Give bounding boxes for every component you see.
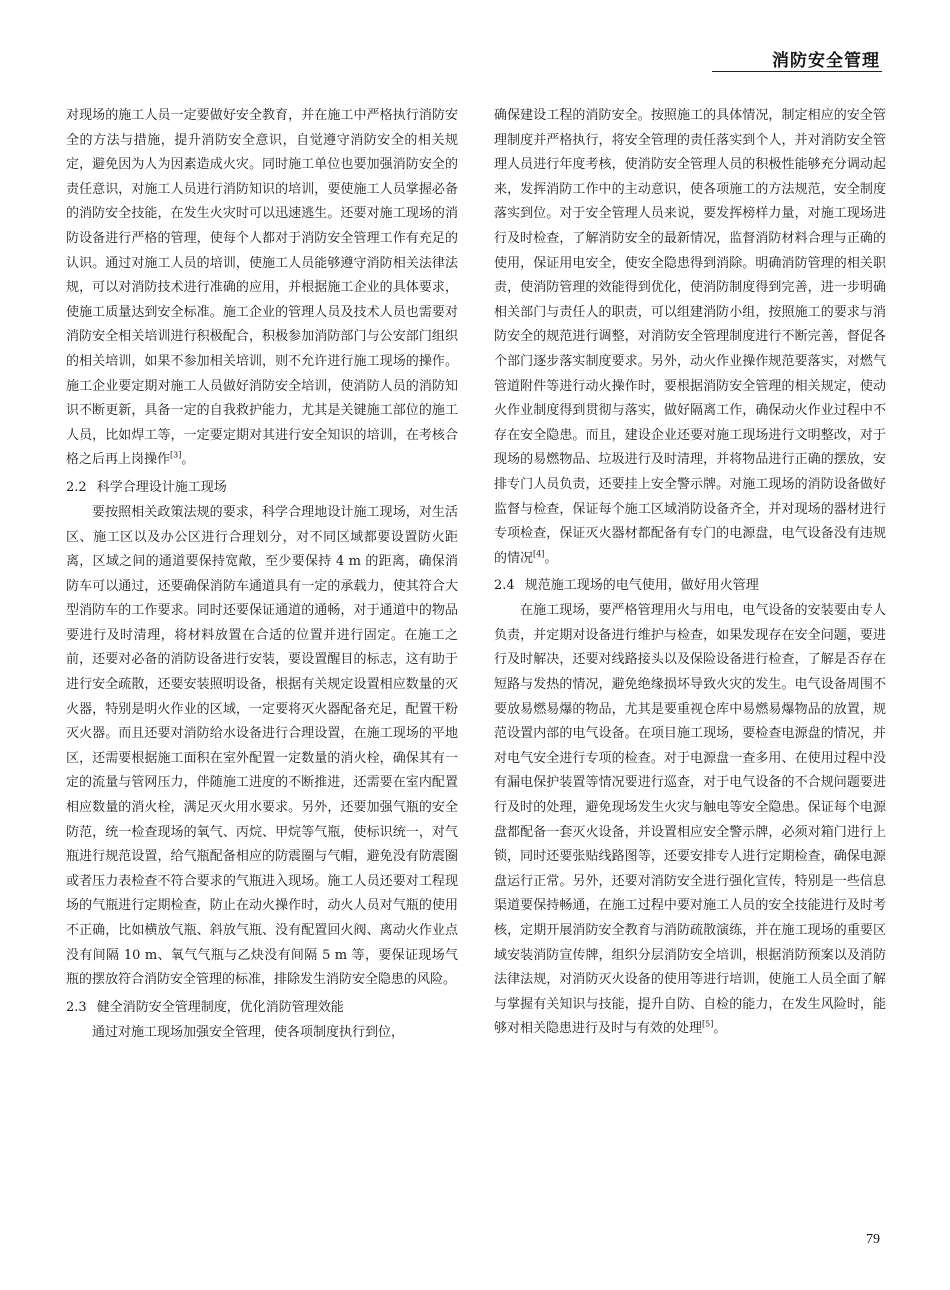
section-title: 健全消防安全管理制度，优化消防管理效能 (96, 999, 344, 1015)
section-heading-2-3 (66, 995, 458, 1021)
section-number: 2.4 (494, 578, 515, 594)
left-paragraph-3: 通过对施工现场加强安全管理，使各项制度执行到位， (92, 1024, 405, 1040)
left-column (66, 104, 458, 1045)
section-title: 规范施工现场的电气使用，做好用火管理 (524, 578, 759, 594)
section-heading-2-4 (494, 573, 886, 599)
citation-3: [3] (170, 450, 182, 460)
citation-4: [4] (533, 549, 545, 559)
section-number: 2.3 (66, 999, 87, 1015)
header-rule (712, 71, 882, 72)
right-column (494, 104, 886, 1042)
section-heading-2-2 (66, 475, 458, 501)
section-title: 科学合理设计施工现场 (96, 479, 227, 495)
section-number: 2.2 (66, 479, 87, 495)
left-paragraph-1: 对现场的施工人员一定要做好安全教育，并在施工中严格执行消防安全的方法与措施，提升消防安全意识，自觉遵守消防安全的相关规定，避免因为人为因素造成火灾。同时施工单位也要加强消防安全的责任意识，对施工人员进行消防知识的培训，要使施工人员掌握必备的消防安全技能，在发生火灾时可以迅速逃生。还要对施工现场的消防设备进行严格的管理，使每个人都对于消防安全管理工作有充足的认识。通过对施工人员的培训，使施工人员能够遵守消防相关法律法规，可以对消防技术进行准确的应用，并根据施工企业的具体要求，使施工质量达到安全标准。施工企业的管理人员及技术人员也需要对消防安全相关培训进行积极配合，积极参加消防部门与公安部门组织的相关培训，如果不参加相关培训，则不允许进行施工现场的操作。施工企业要定期对施工人员做好消防安全培训，使消防人员的消防知识不断更新，具备一定的自我救护能力，尤其是关键施工部位的施工人员，比如焊工等，一定要定期对其进行安全知识的培训，在考核合格之后再上岗操作[3]。 (66, 108, 458, 468)
journal-section-title: 消防安全管理 (772, 51, 880, 71)
citation-5: [5] (702, 1020, 714, 1030)
right-paragraph-1: 确保建设工程的消防安全。按照施工的具体情况，制定相应的安全管理制度并严格执行，将安全管理的责任落实到个人，并对消防安全管理人员进行年度考核，使消防安全管理人员的积极性能够充分调动起来，发挥消防工作中的主动意识，使各项施工的方法规范，安全制度落实到位。对于安全管理人员来说，要发挥榜样力量，对施工现场进行及时检查，了解消防安全的最新情况，监督消防材料合理与正确的使用，保证用电安全，使安全隐患得到消除。明确消防管理的相关职责，使消防管理的效能得到优化，使消防制度得到完善，进一步明确相关部门与责任人的职责，可以组建消防小组，按照施工的要求与消防安全的规范进行调整，对消防安全管理制度进行不断完善，督促各个部门逐步落实制度要求。另外，动火作业操作规范要落实，对燃气管道附件等进行动火操作时，要根据消防安全管理的相关规定，使动火作业制度得到贯彻与落实，做好隔离工作，确保动火作业过程中不存在安全隐患。而且，建设企业还要对施工现场进行文明整改，对于现场的易燃物品、垃圾进行及时清理，并将物品进行正确的摆放，安排专门人员负责，还要挂上安全警示牌。对施工现场的消防设备做好监督与检查，保证每个施工区域消防设备齐全，并对现场的器材进行专项检查，保证灭火器材都配备有专门的电源盘，电气设备没有违规的情况[4]。 (494, 108, 886, 566)
page-number: 79 (866, 1232, 880, 1247)
left-paragraph-2: 要按照相关政策法规的要求，科学合理地设计施工现场，对生活区、施工区以及办公区进行合理划分，对不同区域都要设置防火距离，区域之间的通道要保持宽敞，至少要保持 4 m 的距离，确保消防车可以通过，还要确保消防车通道具有一定的承载力，使其符合大型消防车的工作要求。同时还要保证通道的通畅，对于通道中的物品要进行及时清理，将材料放置在合适的位置并进行固定。在施工之前，还要对必备的消防设备进行安装，要设置醒目的标志，这有助于进行安全疏散，还要安装照明设备，根据有关规定设置相应数量的灭火器，特别是明火作业的区域，一定要将灭火器配备充足，配置干粉灭火器。而且还要对消防给水设备进行合理设置，在施工现场的平地区，还需要根据施工面积在室外配置一定数量的消火栓，确保其有一定的流量与管网压力，伴随施工进度的不断推进，还需要在室内配置相应数量的消火栓，满足灭火用水要求。另外，还要加强气瓶的安全防范，统一检查现场的氧气、丙烷、甲烷等气瓶，使标识统一，对气瓶进行规范设置，给气瓶配备相应的防震圈与气帽，避免没有防震圈或者压力表检查不符合要求的气瓶进入现场。施工人员还要对工程现场的气瓶进行定期检查，防止在动火操作时，动火人员对气瓶的使用不正确，比如横放气瓶、斜放气瓶、没有配置回火阀、离动火作业点没有间隔 10 m、氧气气瓶与乙炔没有间隔 5 m 等，要保证现场气瓶的摆放符合消防安全管理的标准，排除发生消防安全隐患的风险。 (66, 504, 458, 988)
right-paragraph-2: 在施工现场，要严格管理用火与用电，电气设备的安装要由专人负责，并定期对设备进行维护与检查，如果发现存在安全问题，要进行及时解决，还要对线路接头以及保险设备进行检查，了解是否存在短路与发热的情况，避免绝缘损坏导致火灾的发生。电气设备周围不要放易燃易爆的物品，尤其是要重视仓库中易燃易爆物品的放置，规范设置内部的电气设备。在项目施工现场，要检查电源盘的情况，并对电气安全进行专项的检查。对于电源盘一查多用、在使用过程中没有漏电保护装置等情况要进行巡查，对于电气设备的不合规问题要进行及时的处理，避免现场发生火灾与触电等安全隐患。保证每个电源盘都配备一套灭火设备，并设置相应安全警示牌，必须对箱门进行上锁，同时还要张贴线路图等，还要安排专人进行定期检查，确保电源盘运行正常。另外，还要对消防安全进行强化宣传，特别是一些信息渠道要保持畅通，在施工过程中要对施工人员的安全技能进行及时考核，定期开展消防安全教育与消防疏散演练，并在施工现场的重要区域安装消防宣传牌，组织分层消防安全培训，根据消防预案以及消防法律法规，对消防灭火设备的使用等进行培训，使施工人员全面了解与掌握有关知识与技能，提升自防、自检的能力，在发生风险时，能够对相关隐患进行及时与有效的处理[5]。 (494, 603, 886, 1037)
